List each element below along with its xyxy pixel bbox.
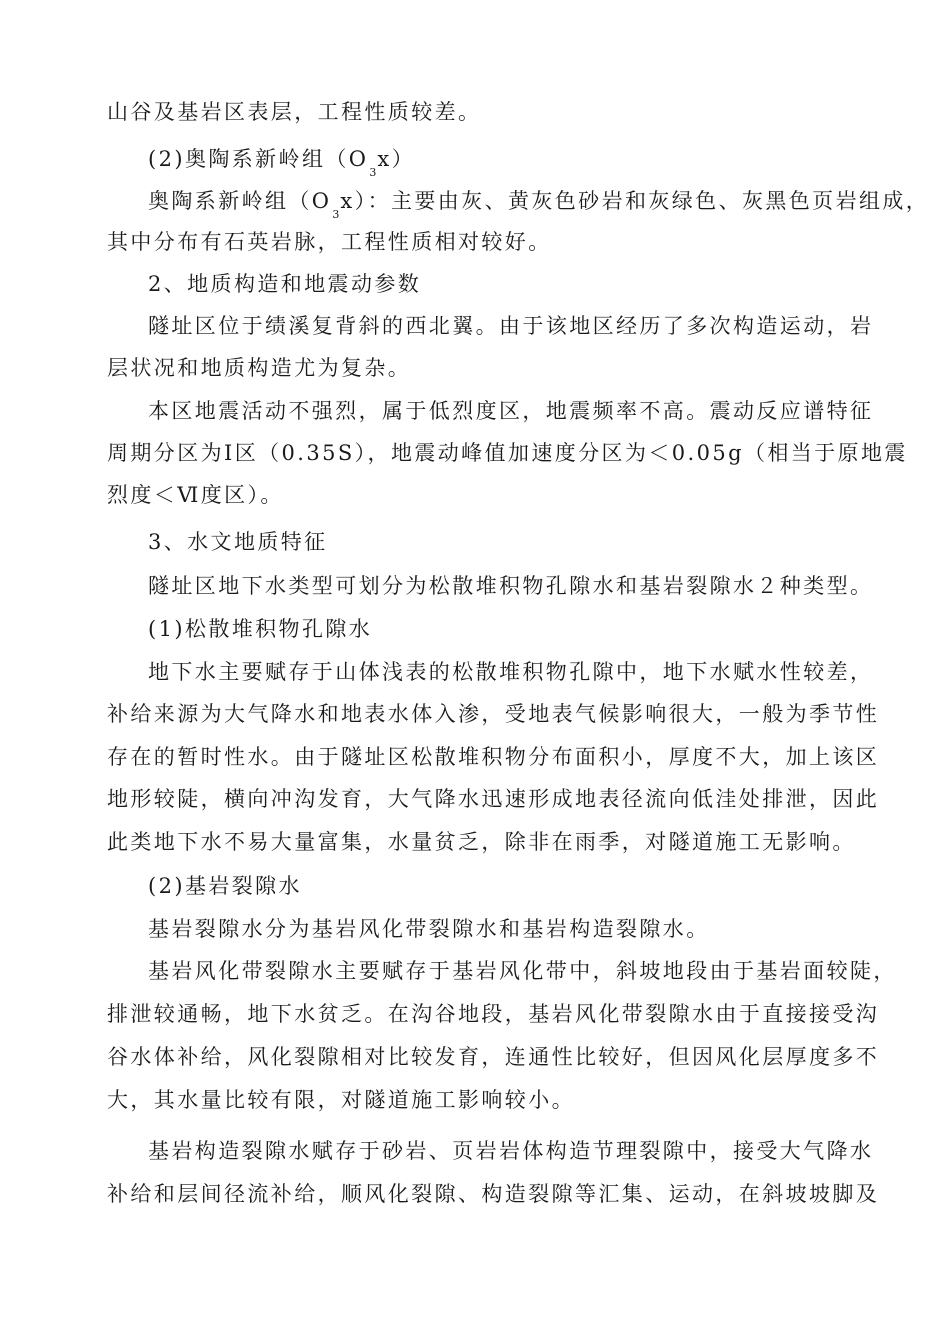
paragraph-line: 大，其水量比较有限，对隧道施工影响较小。 xyxy=(107,1088,575,1112)
subscript: 3 xyxy=(332,208,340,221)
heading-text: x） xyxy=(377,147,416,171)
paragraph-text: x）：主要由灰、黄灰色砂岩和灰绿色、灰黑色页岩组成， xyxy=(340,189,930,213)
paragraph-line: 基岩构造裂隙水赋存于砂岩、页岩岩体构造节理裂隙中，接受大气降水 xyxy=(148,1139,874,1163)
paragraph-line xyxy=(148,186,929,220)
paragraph-line: 存在的暂时性水。由于隧址区松散堆积物分布面积小，厚度不大，加上该区 xyxy=(107,745,880,769)
paragraph-line: 补给和层间径流补给，顺风化裂隙、构造裂隙等汇集、运动，在斜坡坡脚及 xyxy=(107,1182,880,1206)
paragraph-line: 层状况和地质构造尤为复杂。 xyxy=(107,356,412,380)
paragraph-line: 隧址区地下水类型可划分为松散堆积物孔隙水和基岩裂隙水２种类型。 xyxy=(148,574,874,598)
paragraph-line: 排泄较通畅，地下水贫乏。在沟谷地段，基岩风化带裂隙水由于直接接受沟 xyxy=(107,1002,880,1026)
paragraph-line: 隧址区位于绩溪复背斜的西北翼。由于该地区经历了多次构造运动，岩 xyxy=(148,314,874,338)
paragraph-line: 补给来源为大气降水和地表水体入渗，受地表气候影响很大，一般为季节性 xyxy=(107,702,880,726)
paragraph-line: 山谷及基岩区表层，工程性质较差。 xyxy=(107,100,482,124)
paragraph-line: 地形较陡，横向冲沟发育，大气降水迅速形成地表径流向低洼处排泄，因此 xyxy=(107,787,880,811)
section-heading: (2)基岩裂隙水 xyxy=(148,874,302,898)
paragraph-line: 基岩风化带裂隙水主要赋存于基岩风化带中，斜坡地段由于基岩面较陡， xyxy=(148,959,897,983)
paragraph-line: 基岩裂隙水分为基岩风化带裂隙水和基岩构造裂隙水。 xyxy=(148,917,710,941)
paragraph-line: 其中分布有石英岩脉，工程性质相对较好。 xyxy=(107,230,552,254)
section-heading-ordovician xyxy=(148,144,415,178)
paragraph-line: 此类地下水不易大量富集，水量贫乏，除非在雨季，对隧道施工无影响。 xyxy=(107,830,856,854)
subscript: 3 xyxy=(369,166,377,179)
paragraph-line: 周期分区为Ⅰ区（0.35S），地震动峰值加速度分区为＜0.05g（相当于原地震 xyxy=(107,441,908,465)
heading-text: (2)奥陶系新岭组（O xyxy=(148,147,369,171)
paragraph-line: 烈度＜Ⅵ度区）。 xyxy=(107,483,284,507)
section-heading: (1)松散堆积物孔隙水 xyxy=(148,617,373,641)
paragraph-line: 谷水体补给，风化裂隙相对比较发育，连通性比较好，但因风化层厚度多不 xyxy=(107,1045,880,1069)
section-heading: 2、地质构造和地震动参数 xyxy=(148,272,422,296)
section-heading: 3、水文地质特征 xyxy=(148,530,328,554)
paragraph-text: 奥陶系新岭组（O xyxy=(148,189,332,213)
paragraph-line: 地下水主要赋存于山体浅表的松散堆积物孔隙中，地下水赋水性较差， xyxy=(148,660,874,684)
paragraph-line: 本区地震活动不强烈，属于低烈度区，地震频率不高。震动反应谱特征 xyxy=(148,399,874,423)
